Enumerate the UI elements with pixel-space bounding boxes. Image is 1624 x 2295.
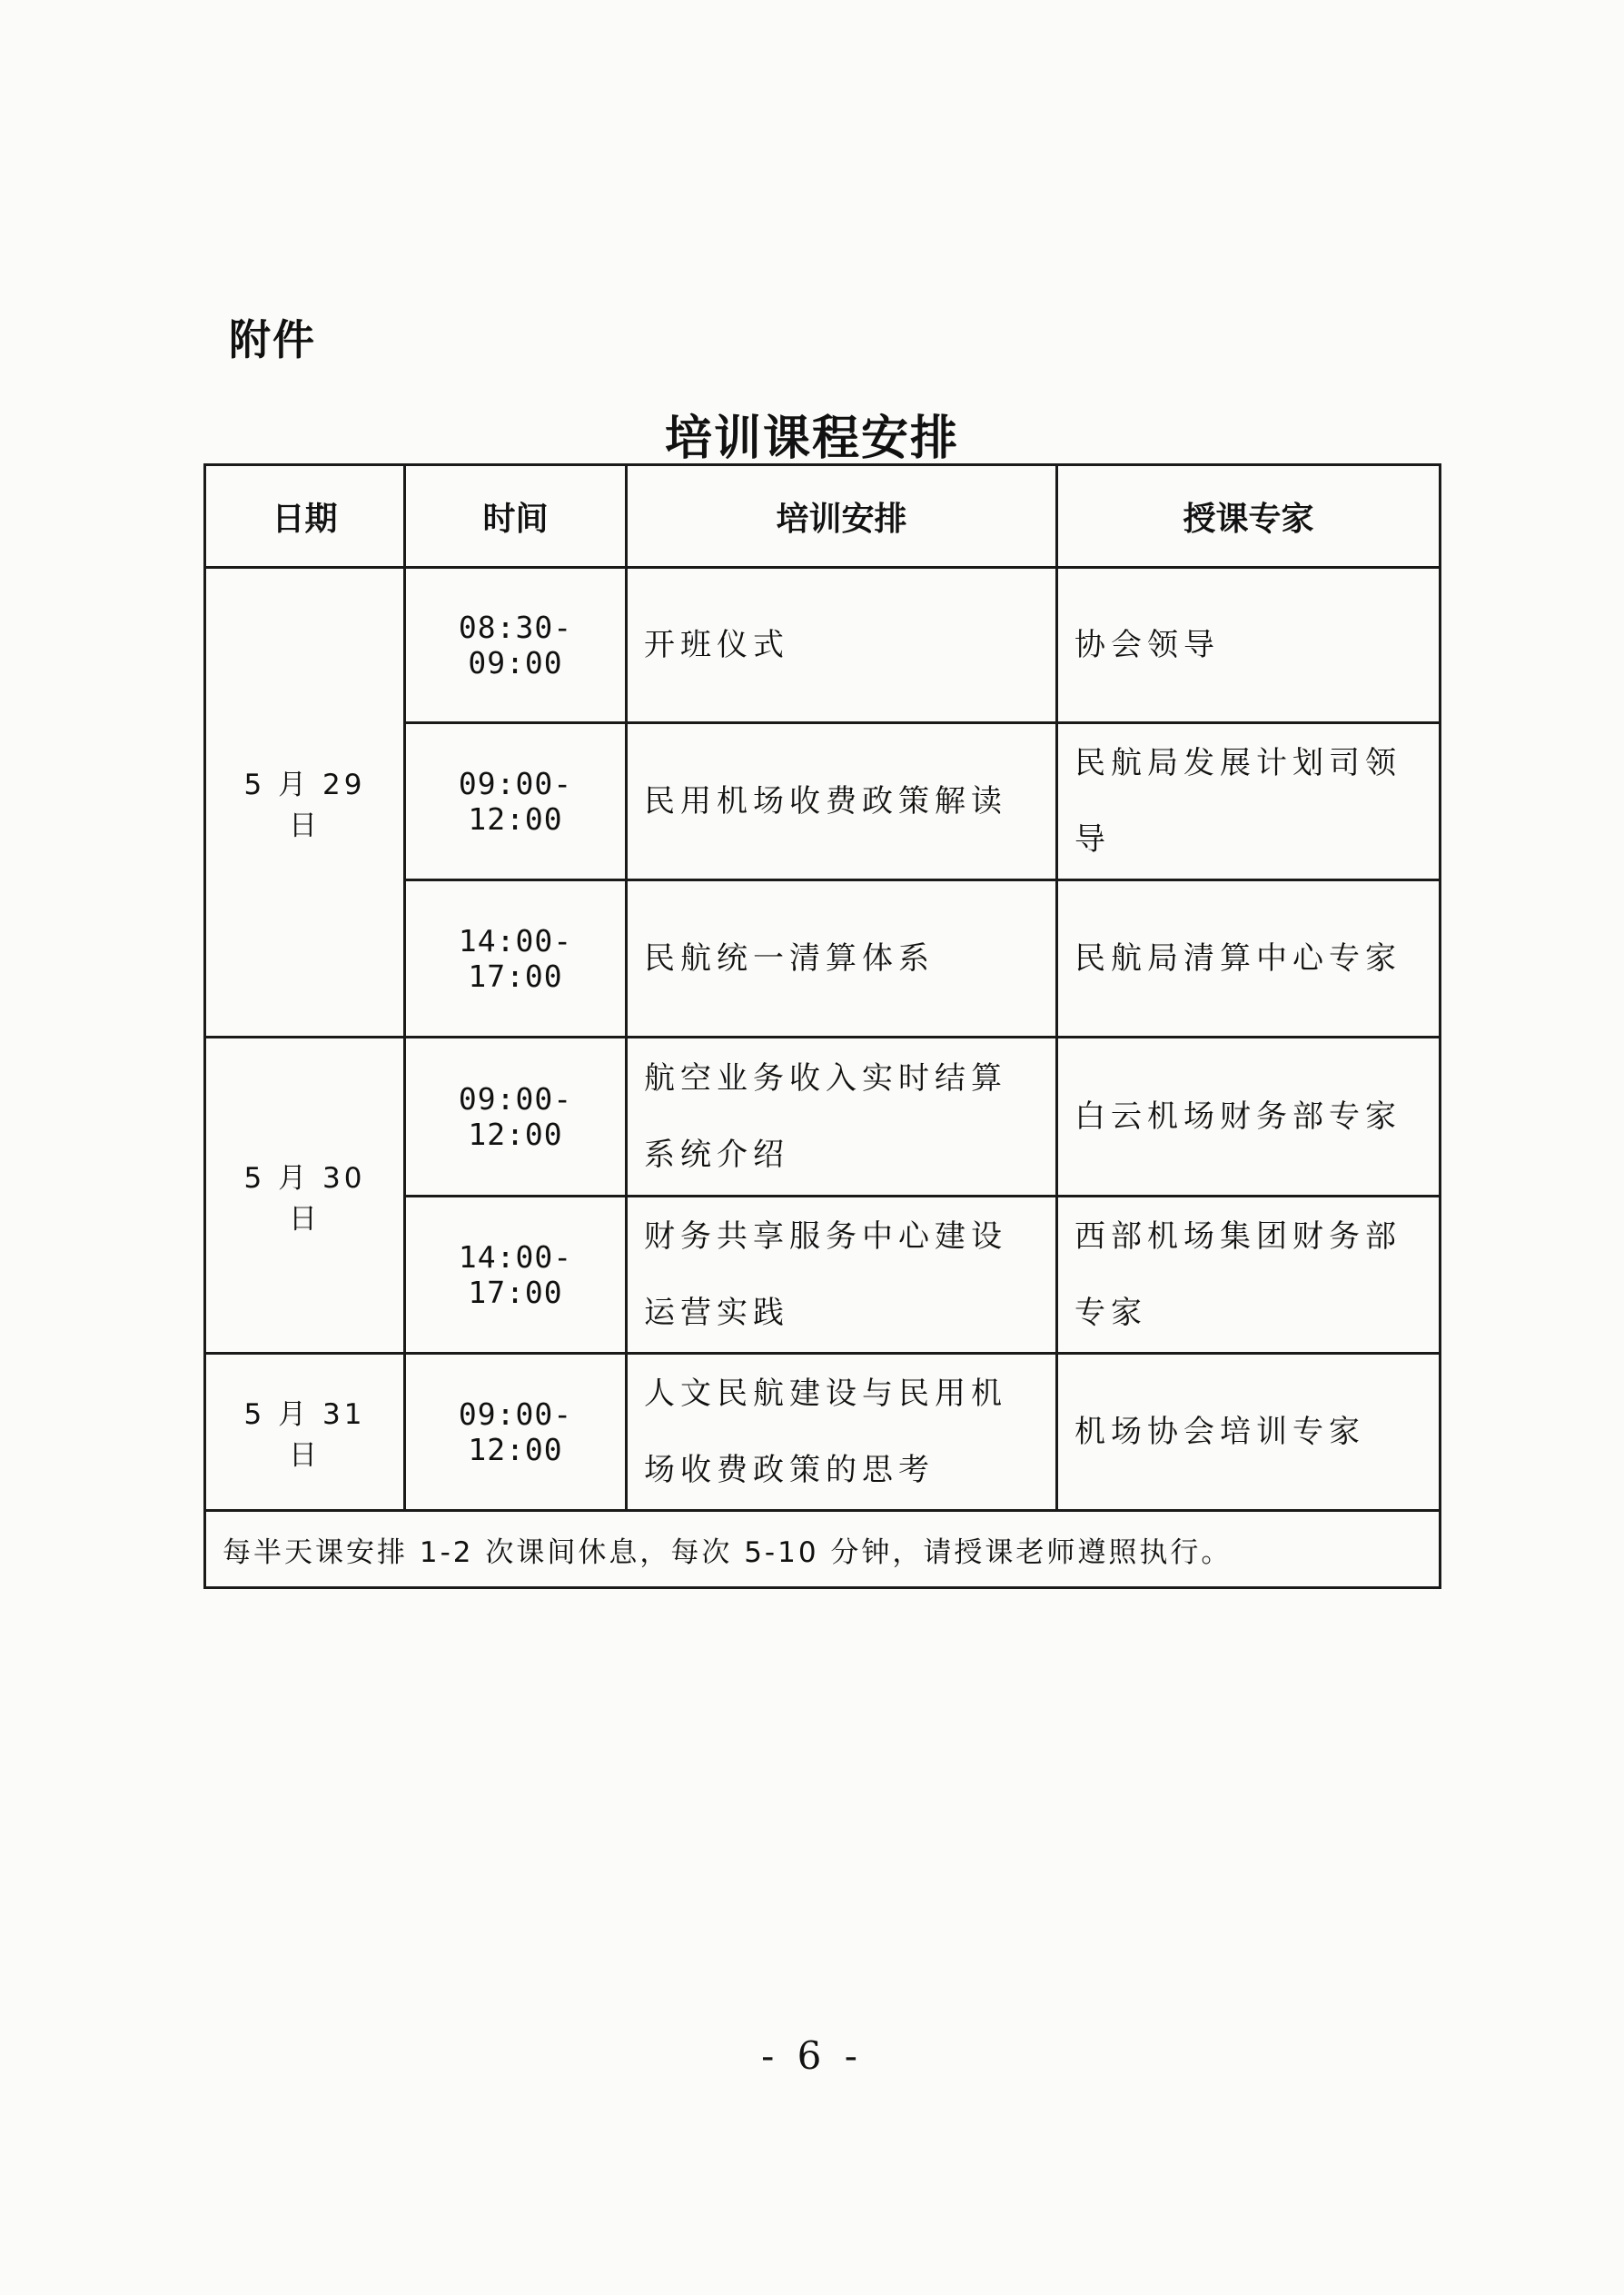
- time-cell: 14:00-17:00: [405, 1197, 627, 1354]
- table-header-row: [205, 465, 1441, 568]
- page-number: - 6 -: [761, 2033, 863, 2078]
- time-cell: 09:00-12:00: [405, 723, 627, 880]
- page-title: 培训课程安排: [664, 412, 959, 466]
- topic-cell: 民航统一清算体系: [627, 880, 1057, 1038]
- date-cell: 5 月 29 日: [205, 568, 405, 1038]
- header-date: 日期: [205, 465, 405, 568]
- expert-cell: 机场协会培训专家: [1057, 1354, 1441, 1511]
- time-cell: 08:30-09:00: [405, 568, 627, 723]
- expert-cell: 协会领导: [1057, 568, 1441, 723]
- attachment-label: 附件: [229, 315, 316, 364]
- time-cell: 09:00-12:00: [405, 1038, 627, 1197]
- expert-cell: 白云机场财务部专家: [1057, 1038, 1441, 1197]
- table-row: [205, 568, 1441, 723]
- expert-cell: 民航局发展计划司领导: [1057, 723, 1441, 880]
- header-expert: 授课专家: [1057, 465, 1441, 568]
- header-time: 时间: [405, 465, 627, 568]
- table-row: [205, 1038, 1441, 1197]
- date-cell: 5 月 31 日: [205, 1354, 405, 1511]
- expert-cell: 民航局清算中心专家: [1057, 880, 1441, 1038]
- header-topic: 培训安排: [627, 465, 1057, 568]
- time-cell: 09:00-12:00: [405, 1354, 627, 1511]
- table-row: [205, 1354, 1441, 1511]
- topic-cell: 财务共享服务中心建设运营实践: [627, 1197, 1057, 1354]
- topic-cell: 人文民航建设与民用机场收费政策的思考: [627, 1354, 1057, 1511]
- topic-cell: 开班仪式: [627, 568, 1057, 723]
- topic-cell: 航空业务收入实时结算系统介绍: [627, 1038, 1057, 1197]
- break-note: 每半天课安排 1-2 次课间休息，每次 5-10 分钟，请授课老师遵照执行。: [205, 1511, 1441, 1588]
- expert-cell: 西部机场集团财务部专家: [1057, 1197, 1441, 1354]
- date-cell: 5 月 30 日: [205, 1038, 405, 1354]
- time-cell: 14:00-17:00: [405, 880, 627, 1038]
- topic-cell: 民用机场收费政策解读: [627, 723, 1057, 880]
- training-schedule-table: [203, 463, 1441, 1589]
- table-note-row: [205, 1511, 1441, 1588]
